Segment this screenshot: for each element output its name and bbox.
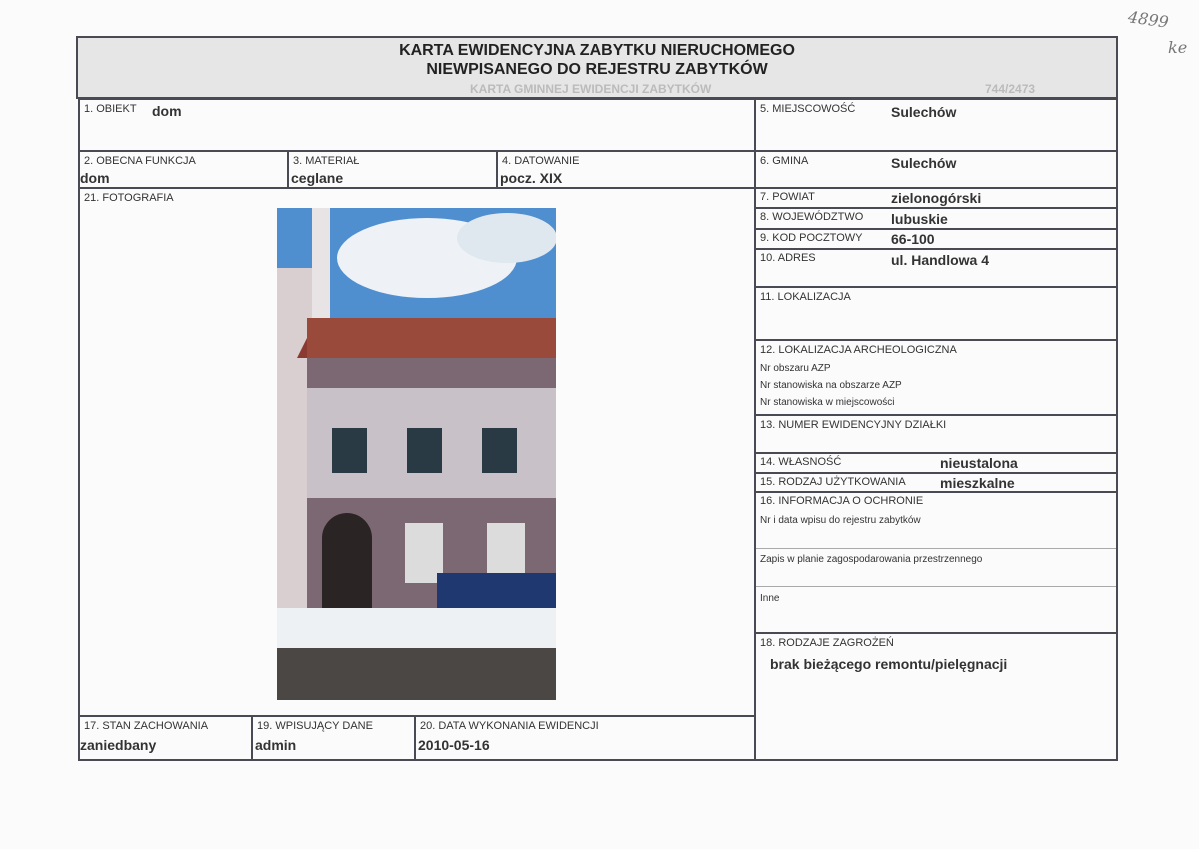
label: 19. WPISUJĄCY DANE (257, 720, 373, 732)
label: 6. GMINA (760, 155, 809, 167)
inne: Inne (760, 593, 780, 604)
label: 7. POWIAT (760, 191, 815, 203)
field-powiat (754, 187, 1118, 209)
ghost-number: 744/2473 (985, 82, 1036, 96)
label: 9. KOD POCZTOWY (760, 232, 863, 244)
label: 16. INFORMACJA O OCHRONIE (760, 495, 924, 507)
value: Sulechów (891, 155, 957, 171)
zapis-w-planie: Zapis w planie zagospodarowania przestrzennego (760, 554, 983, 565)
field-adres (754, 248, 1118, 288)
value: pocz. XIX (500, 170, 563, 186)
field-obiekt (78, 98, 756, 152)
label: 3. MATERIAŁ (293, 155, 360, 167)
field-uzytkowanie (754, 472, 1118, 493)
handwritten-number: 4899 (1126, 7, 1170, 32)
nr-obszaru-azp: Nr obszaru AZP (760, 363, 831, 374)
field-wojewodztwo (754, 207, 1118, 230)
label: 8. WOJEWÓDZTWO (760, 211, 864, 223)
field-datowanie (496, 150, 756, 189)
handwritten-initials: ke (1168, 38, 1188, 57)
label: 10. ADRES (760, 252, 816, 264)
nr-stanowiska-azp: Nr stanowiska na obszarze AZP (760, 380, 902, 391)
label: 12. LOKALIZACJA ARCHEOLOGICZNA (760, 344, 957, 356)
field-wpisujacy (251, 715, 416, 761)
field-lokalizacja (754, 286, 1118, 341)
building-photo (277, 208, 556, 700)
value: 66-100 (891, 231, 935, 247)
field-gmina (754, 150, 1118, 189)
label: 17. STAN ZACHOWANIA (84, 720, 209, 732)
field-miejscowosc (754, 98, 1118, 152)
title-line-2: NIEWPISANEGO DO REJESTRU ZABYTKÓW (426, 61, 768, 78)
field-kod-pocztowy (754, 228, 1118, 250)
field-lokalizacja-archeologiczna (754, 339, 1118, 416)
divider (756, 548, 1116, 549)
title-line-1: KARTA EWIDENCYJNA ZABYTKU NIERUCHOMEGO (399, 42, 795, 59)
label: 5. MIEJSCOWOŚĆ (760, 103, 856, 115)
label: 15. RODZAJ UŻYTKOWANIA (760, 476, 906, 488)
field-funkcja (78, 150, 289, 189)
label: 1. OBIEKT (84, 103, 137, 115)
value: ul. Handlowa 4 (891, 252, 990, 268)
label: 20. DATA WYKONANIA EWIDENCJI (420, 720, 599, 732)
label: 2. OBECNA FUNKCJA (84, 155, 196, 167)
ghost-title: KARTA GMINNEJ EWIDENCJI ZABYTKÓW (470, 82, 712, 96)
nr-data-wpisu: Nr i data wpisu do rejestru zabytków (760, 515, 921, 526)
value: 2010-05-16 (418, 737, 490, 753)
value: admin (255, 737, 297, 753)
field-dzialka (754, 414, 1118, 454)
value: mieszkalne (940, 475, 1015, 491)
field-ochrona (754, 491, 1118, 634)
field-wlasnosc (754, 452, 1118, 474)
divider (756, 586, 1116, 587)
value: zaniedbany (80, 737, 157, 753)
field-stan (78, 715, 253, 761)
value: nieustalona (940, 455, 1018, 471)
value: brak bieżącego remontu/pielęgnacji (770, 656, 1008, 672)
label: 21. FOTOGRAFIA (84, 192, 174, 204)
nr-stanowiska-miejscowosc: Nr stanowiska w miejscowości (760, 397, 895, 408)
field-zagrozenia (754, 632, 1118, 761)
value: Sulechów (891, 104, 957, 120)
value: zielonogórski (891, 190, 982, 206)
label: 14. WŁASNOŚĆ (760, 456, 842, 468)
label: 11. LOKALIZACJA (760, 291, 851, 303)
value: ceglane (291, 170, 344, 186)
value: dom (80, 170, 110, 186)
label: 13. NUMER EWIDENCYJNY DZIAŁKI (760, 419, 947, 431)
value: lubuskie (891, 211, 948, 227)
field-data (414, 715, 756, 761)
value: dom (152, 103, 182, 119)
label: 4. DATOWANIE (502, 155, 580, 167)
label: 18. RODZAJE ZAGROŻEŃ (760, 637, 894, 649)
field-material (287, 150, 498, 189)
